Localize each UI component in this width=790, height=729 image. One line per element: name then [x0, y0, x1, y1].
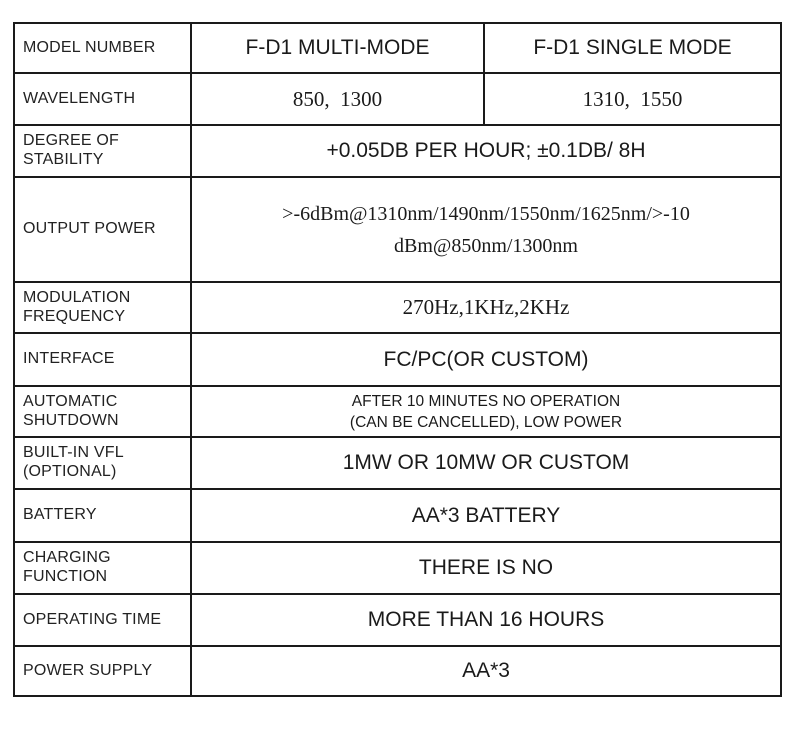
label-automatic-shutdown: AUTOMATIC SHUTDOWN	[14, 386, 191, 437]
value-line: AFTER 10 MINUTES NO OPERATION	[351, 392, 621, 410]
row-interface	[14, 333, 781, 386]
value-power-supply: AA*3	[191, 646, 781, 696]
label-operating-time: OPERATING TIME	[14, 594, 191, 646]
row-built-in-vfl	[14, 437, 781, 489]
label-wavelength: WAVELENGTH	[14, 73, 191, 125]
row-modulation-frequency	[14, 282, 781, 333]
label-charging-function: CHARGING FUNCTION	[14, 542, 191, 594]
value-automatic-shutdown	[191, 386, 781, 437]
value-output-power	[191, 177, 781, 282]
value-built-in-vfl: 1MW OR 10MW OR CUSTOM	[191, 437, 781, 489]
value-operating-time: MORE THAN 16 HOURS	[191, 594, 781, 646]
value-degree-of-stability: +0.05DB PER HOUR; ±0.1DB/ 8H	[191, 125, 781, 177]
label-degree-of-stability: DEGREE OF STABILITY	[14, 125, 191, 177]
value-line: (CAN BE CANCELLED), LOW POWER	[349, 413, 623, 431]
spec-table	[13, 22, 782, 697]
label-interface: INTERFACE	[14, 333, 191, 386]
value-wavelength-multimode: 850, 1300	[191, 73, 484, 125]
label-power-supply: POWER SUPPLY	[14, 646, 191, 696]
value-modulation-frequency: 270Hz,1KHz,2KHz	[191, 282, 781, 333]
label-battery: BATTERY	[14, 489, 191, 542]
row-charging-function	[14, 542, 781, 594]
label-built-in-vfl: BUILT-IN VFL (OPTIONAL)	[14, 437, 191, 489]
value-wavelength-singlemode: 1310, 1550	[484, 73, 781, 125]
row-operating-time	[14, 594, 781, 646]
row-power-supply	[14, 646, 781, 696]
value-interface: FC/PC(OR CUSTOM)	[191, 333, 781, 386]
row-battery	[14, 489, 781, 542]
value-line: >-6dBm@1310nm/1490nm/1550nm/1625nm/>-10	[282, 202, 690, 225]
value-model-number-singlemode: F-D1 SINGLE MODE	[484, 23, 781, 73]
row-automatic-shutdown	[14, 386, 781, 437]
row-wavelength	[14, 73, 781, 125]
label-model-number: MODEL NUMBER	[14, 23, 191, 73]
value-model-number-multimode: F-D1 MULTI-MODE	[191, 23, 484, 73]
value-line: dBm@850nm/1300nm	[394, 234, 578, 257]
value-battery: AA*3 BATTERY	[191, 489, 781, 542]
value-charging-function: THERE IS NO	[191, 542, 781, 594]
label-output-power: OUTPUT POWER	[14, 177, 191, 282]
row-output-power	[14, 177, 781, 282]
row-degree-of-stability	[14, 125, 781, 177]
label-modulation-frequency: MODULATION FREQUENCY	[14, 282, 191, 333]
row-model-number	[14, 23, 781, 73]
